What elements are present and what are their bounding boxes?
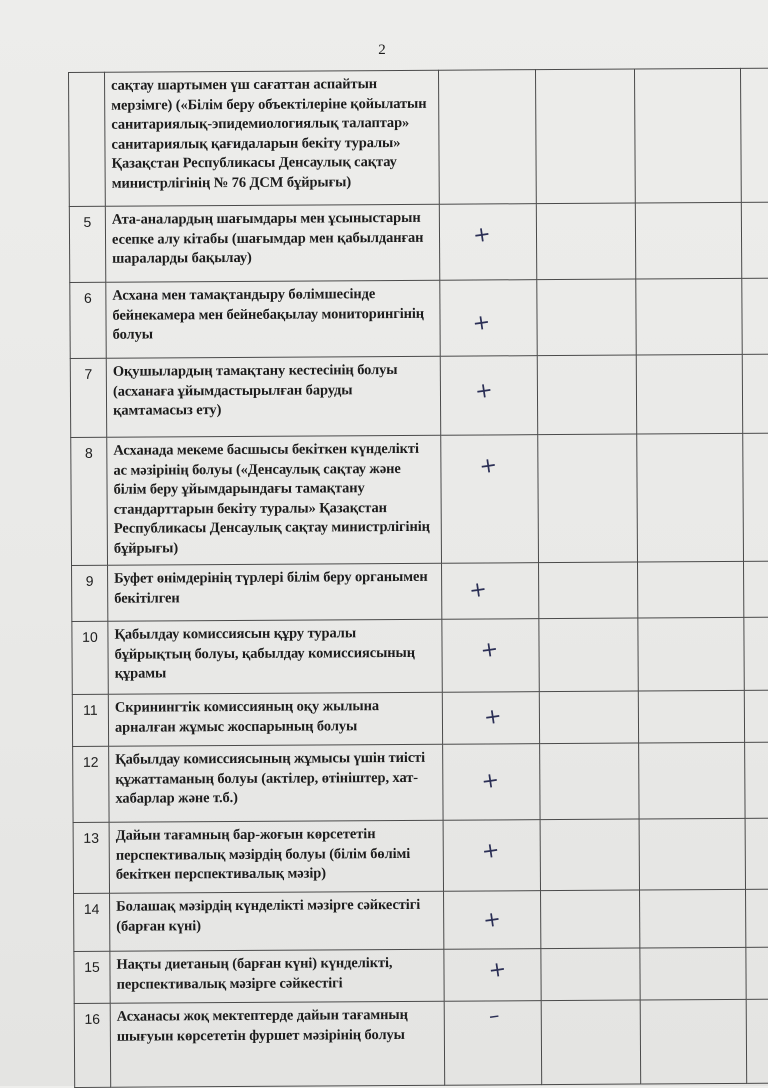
row-mark-cell <box>442 563 539 620</box>
row-number <box>69 72 106 206</box>
handwritten-mark: + <box>479 767 501 794</box>
row-mark-cell <box>443 744 540 821</box>
row-number: 16 <box>74 1003 111 1087</box>
table-row <box>70 354 768 438</box>
row-mark-cell <box>439 204 536 281</box>
empty-cell <box>638 561 744 618</box>
empty-cell <box>743 433 768 562</box>
row-number: 9 <box>72 565 108 621</box>
empty-cell <box>541 890 640 949</box>
row-mark-cell <box>440 356 537 436</box>
empty-cell <box>635 202 741 279</box>
empty-cell <box>746 889 768 948</box>
empty-cell <box>744 617 768 691</box>
empty-cell <box>539 562 638 619</box>
row-mark-cell <box>440 280 537 357</box>
table-row <box>73 742 768 823</box>
row-number: 8 <box>71 437 108 565</box>
row-criterion-text: Қабылдау комиссиясының жұмысы үшін тиісті құжаттаманың болуы (актілер, өтініштер, хат-хабарлар және т.б.) <box>109 744 443 822</box>
empty-cell <box>636 278 742 355</box>
table-row <box>69 202 768 283</box>
row-number: 12 <box>73 746 109 822</box>
row-mark-cell <box>442 619 539 693</box>
empty-cell <box>539 691 638 744</box>
row-criterion-text: Скринингтік комиссияның оқу жылына арналған жұмыс жоспарының болуы <box>108 692 442 746</box>
row-number: 11 <box>72 694 108 746</box>
empty-cell <box>639 818 745 890</box>
row-criterion-text: Асханада мекеме басшысы бекіткен күнделікті ас мәзірінің болуы («Денсаулық сақтау және білім беру ұйымдарындағы тамақтану стандарттарын бекіту туралы» Қазақстан Республикасы Денсаулық сақтау министрлігінің бұйрығы) <box>107 435 442 565</box>
empty-cell <box>742 278 768 355</box>
empty-cell <box>536 203 635 280</box>
row-criterion-text: Дайын тағамның бар-жоғын көрсететін перспективалық мәзірдің болуы (білім бөлімі бекіткен перспективалық мәзір) <box>109 820 443 893</box>
row-criterion-text: сақтау шартымен үш сағаттан аспайтын мерзімге) («Білім беру объектілеріне қойылатын санитариялық-эпидемиологиялық талаптар» санитариялық қағидаларын бекіту туралы» Қазақстан Республикасы Денсаулық сақтау министрлігінің № 76 ДСМ бұйрығы) <box>105 70 440 206</box>
empty-cell <box>538 434 638 563</box>
handwritten-mark: + <box>481 906 503 933</box>
empty-cell <box>636 354 742 434</box>
table-row <box>72 617 768 695</box>
row-criterion-text: Болашақ мәзірдің күнделікті мәзірге сәйкестігі (барған күні) <box>110 891 444 951</box>
empty-cell <box>741 202 768 279</box>
page-number: 2 <box>378 42 386 58</box>
empty-cell <box>540 819 639 891</box>
empty-cell <box>539 618 638 692</box>
row-mark-cell <box>444 949 541 1002</box>
empty-cell <box>634 68 741 203</box>
row-number: 10 <box>72 621 108 694</box>
table-row <box>74 947 768 1004</box>
row-criterion-text: Нақты диетаның (барған күні) күнделікті, перспективалық мәзірге сәйкестігі <box>110 949 444 1003</box>
empty-cell <box>541 948 640 1001</box>
handwritten-mark: + <box>471 221 493 248</box>
row-number: 7 <box>70 358 106 437</box>
empty-cell <box>640 889 746 948</box>
row-mark-cell <box>443 820 540 892</box>
empty-cell <box>746 999 768 1084</box>
handwritten-mark: + <box>477 452 499 479</box>
row-number: 6 <box>70 282 106 358</box>
handwritten-mark: + <box>480 837 502 864</box>
empty-cell <box>638 690 744 743</box>
table-row <box>70 278 768 359</box>
empty-cell <box>745 818 768 890</box>
empty-cell <box>535 69 635 204</box>
table-row <box>72 561 768 622</box>
table-row <box>72 690 768 747</box>
handwritten-mark: + <box>470 309 492 336</box>
empty-cell <box>638 617 744 691</box>
empty-cell <box>639 742 745 819</box>
empty-cell <box>637 433 744 562</box>
row-mark-cell <box>442 692 539 745</box>
empty-cell <box>541 1000 641 1085</box>
row-criterion-text: Буфет өнімдерінің түрлері білім беру органымен бекітілген <box>108 563 442 621</box>
row-number: 15 <box>74 951 110 1003</box>
table-row <box>73 818 768 894</box>
row-criterion-text: Оқушылардың тамақтану кестесінің болуы (асханаға ұйымдастырылған баруды қамтамасыз ету) <box>106 356 440 437</box>
empty-cell <box>540 743 639 820</box>
empty-cell <box>745 742 768 819</box>
table-row <box>74 999 768 1088</box>
handwritten-mark: + <box>478 636 500 663</box>
row-criterion-text: Ата-аналардың шағымдары мен ұсыныстарын есепке алу кітабы (шағымдар мен қабылданған шараларды бақылау) <box>105 204 439 282</box>
table-row <box>69 68 768 207</box>
row-number: 13 <box>73 822 109 893</box>
table-row <box>71 433 768 566</box>
table-row <box>74 889 768 952</box>
handwritten-mark: + <box>473 377 495 404</box>
empty-cell <box>640 947 746 1000</box>
row-criterion-text: Асханасы жоқ мектептерде дайын тағамның шығуын көрсететін фуршет мәзірінің болуы <box>110 1001 445 1087</box>
handwritten-mark: + <box>486 956 508 983</box>
empty-cell <box>744 690 768 743</box>
row-mark-cell <box>438 70 536 205</box>
row-number: 5 <box>69 206 105 282</box>
empty-cell <box>537 355 636 435</box>
empty-cell <box>744 561 768 618</box>
checklist-table <box>68 67 768 1088</box>
handwritten-mark: + <box>482 703 504 730</box>
handwritten-mark: + <box>467 576 489 603</box>
handwritten-mark: – <box>487 1002 501 1029</box>
row-criterion-text: Асхана мен тамақтандыру бөлімшесінде бейнекамера мен бейнебақылау мониторингінің болуы <box>106 280 440 358</box>
empty-cell <box>746 947 768 1000</box>
empty-cell <box>740 68 768 203</box>
empty-cell <box>640 999 747 1084</box>
row-mark-cell <box>444 891 541 950</box>
empty-cell <box>537 279 636 356</box>
row-number: 14 <box>74 893 110 951</box>
empty-cell <box>742 354 768 434</box>
row-criterion-text: Қабылдау комиссиясын құру туралы бұйрықтың болуы, қабылдау комиссиясының құрамы <box>108 619 442 694</box>
row-mark-cell <box>441 435 539 564</box>
row-mark-cell <box>444 1001 542 1086</box>
